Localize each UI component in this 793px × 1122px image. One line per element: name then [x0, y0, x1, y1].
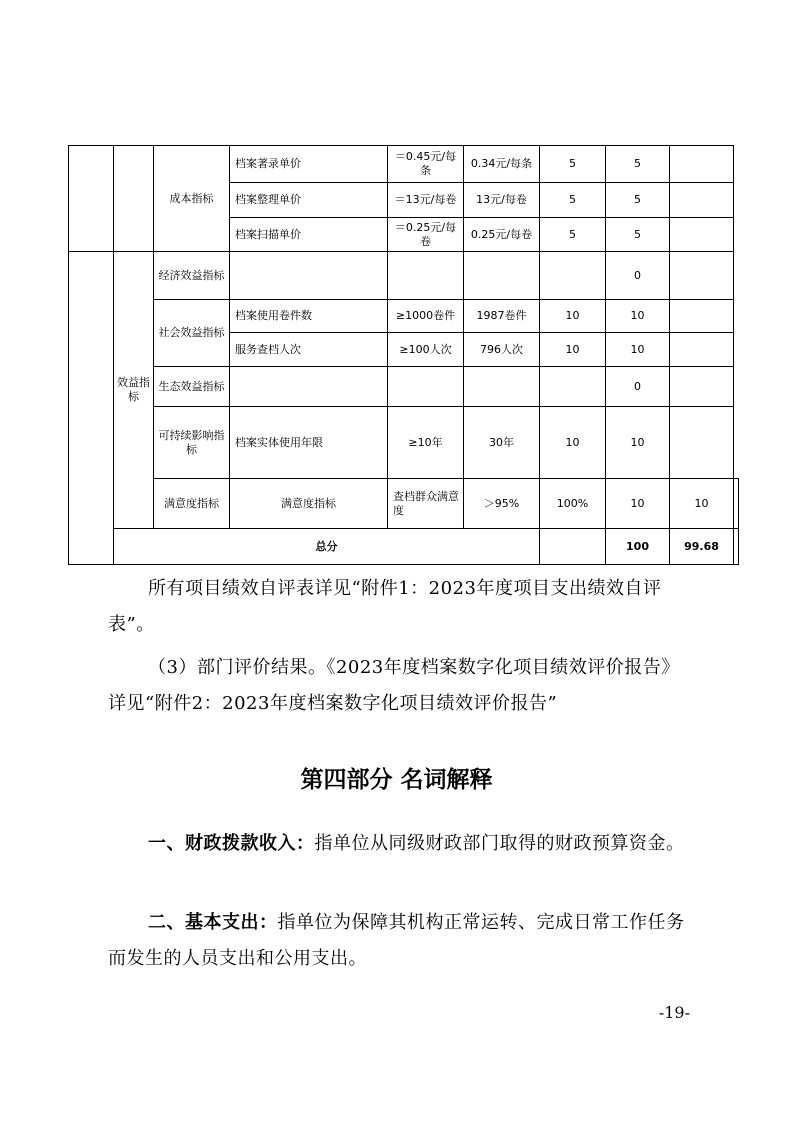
blank-cell — [670, 300, 734, 333]
total-score: 99.68 — [670, 529, 734, 565]
satisfaction-group-label: 满意度指标 — [154, 479, 230, 529]
table-row — [69, 529, 739, 565]
actual-value: 13元/每卷 — [464, 183, 540, 218]
indicator-name: 查档群众满意度 — [388, 479, 464, 529]
paragraph-attachment-1: 所有项目绩效自评表详见“附件1：2023年度项目支出绩效自评表”。 — [108, 578, 662, 635]
blank-cell — [734, 479, 739, 529]
definition-fiscal-income — [108, 826, 693, 862]
score-value: 10 — [606, 333, 670, 367]
target-value: ≥100人次 — [388, 333, 464, 367]
total-label: 总分 — [114, 529, 540, 565]
actual-value: 100% — [540, 479, 606, 529]
blank-cell — [114, 146, 154, 252]
target-value: ＝0.45元/每条 — [388, 146, 464, 183]
blank-cell — [734, 529, 739, 565]
table-row — [69, 407, 739, 479]
definition-text: 指单位为保障其机构正常运转、完成日常工作任务而发生的人员支出和公用支出。 — [108, 912, 685, 969]
blank-cell — [388, 367, 464, 407]
actual-value: 0.34元/每条 — [464, 146, 540, 183]
blank-cell — [230, 367, 388, 407]
indicator-name: 档案实体使用年限 — [230, 407, 388, 479]
indicator-name: 档案使用卷件数 — [230, 300, 388, 333]
blank-cell — [464, 367, 540, 407]
definition-text: 指单位从同级财政部门取得的财政预算资金。 — [314, 833, 685, 854]
indicator-name: 服务查档人次 — [230, 333, 388, 367]
table-row — [69, 367, 739, 407]
score-value: 10 — [670, 479, 734, 529]
blank-cell — [540, 367, 606, 407]
paragraph-evaluation-result: （3）部门评价结果。《2023年度档案数字化项目绩效评价报告》详见“附件2：2023年度档案数字化项目绩效评价报告” — [108, 657, 680, 714]
actual-value: 1987卷件 — [464, 300, 540, 333]
score-value: 5 — [606, 218, 670, 252]
social-benefit-label: 社会效益指标 — [154, 300, 230, 367]
weight-value: 10 — [540, 333, 606, 367]
score-value: 5 — [606, 183, 670, 218]
blank-cell — [670, 407, 734, 479]
ecological-benefit-label: 生态效益指标 — [154, 367, 230, 407]
target-value: ＝13元/每卷 — [388, 183, 464, 218]
weight-value: 10 — [606, 479, 670, 529]
weight-value: 5 — [540, 183, 606, 218]
actual-value: 30年 — [464, 407, 540, 479]
target-value: ＝0.25元/每卷 — [388, 218, 464, 252]
definition-basic-expenditure — [108, 905, 693, 977]
weight-value: 10 — [540, 300, 606, 333]
blank-cell — [69, 252, 114, 565]
indicator-name: 档案整理单价 — [230, 183, 388, 218]
blank-cell — [388, 252, 464, 300]
blank-cell — [69, 146, 114, 252]
table-row — [69, 300, 739, 333]
blank-cell — [464, 252, 540, 300]
actual-value: 0.25元/每卷 — [464, 218, 540, 252]
indicator-name: 档案扫描单价 — [230, 218, 388, 252]
satisfaction-label: 满意度指标 — [230, 479, 388, 529]
weight-value: 5 — [540, 146, 606, 183]
sustainable-impact-label: 可持续影响指标 — [154, 407, 230, 479]
blank-cell — [670, 367, 734, 407]
blank-cell — [540, 252, 606, 300]
economic-benefit-label: 经济效益指标 — [154, 252, 230, 300]
page-number: -19- — [658, 1003, 690, 1022]
blank-cell — [670, 218, 734, 252]
performance-self-evaluation-table — [68, 145, 739, 565]
score-value: 0 — [606, 367, 670, 407]
weight-value: 10 — [540, 407, 606, 479]
blank-cell — [670, 146, 734, 183]
score-value: 10 — [606, 407, 670, 479]
definition-term: 一、财政拨款收入： — [148, 833, 315, 854]
blank-cell — [670, 333, 734, 367]
blank-cell — [670, 183, 734, 218]
definition-term: 二、基本支出： — [148, 912, 278, 933]
blank-cell — [230, 252, 388, 300]
blank-cell — [670, 252, 734, 300]
table-row — [69, 146, 739, 183]
table-row — [69, 252, 739, 300]
section-heading: 第四部分 名词解释 — [300, 766, 493, 793]
benefit-indicator-label: 效益指标 — [114, 252, 154, 529]
actual-value: 796人次 — [464, 333, 540, 367]
score-value: 10 — [606, 300, 670, 333]
weight-value: 5 — [540, 218, 606, 252]
target-value: ＞95% — [464, 479, 540, 529]
target-value: ≥10年 — [388, 407, 464, 479]
table-row — [69, 479, 739, 529]
performance-table-wrapper — [68, 145, 739, 565]
cost-indicator-label: 成本指标 — [154, 146, 230, 252]
indicator-name: 档案著录单价 — [230, 146, 388, 183]
score-value: 5 — [606, 146, 670, 183]
blank-cell — [540, 529, 606, 565]
target-value: ≥1000卷件 — [388, 300, 464, 333]
score-value: 0 — [606, 252, 670, 300]
total-weight: 100 — [606, 529, 670, 565]
